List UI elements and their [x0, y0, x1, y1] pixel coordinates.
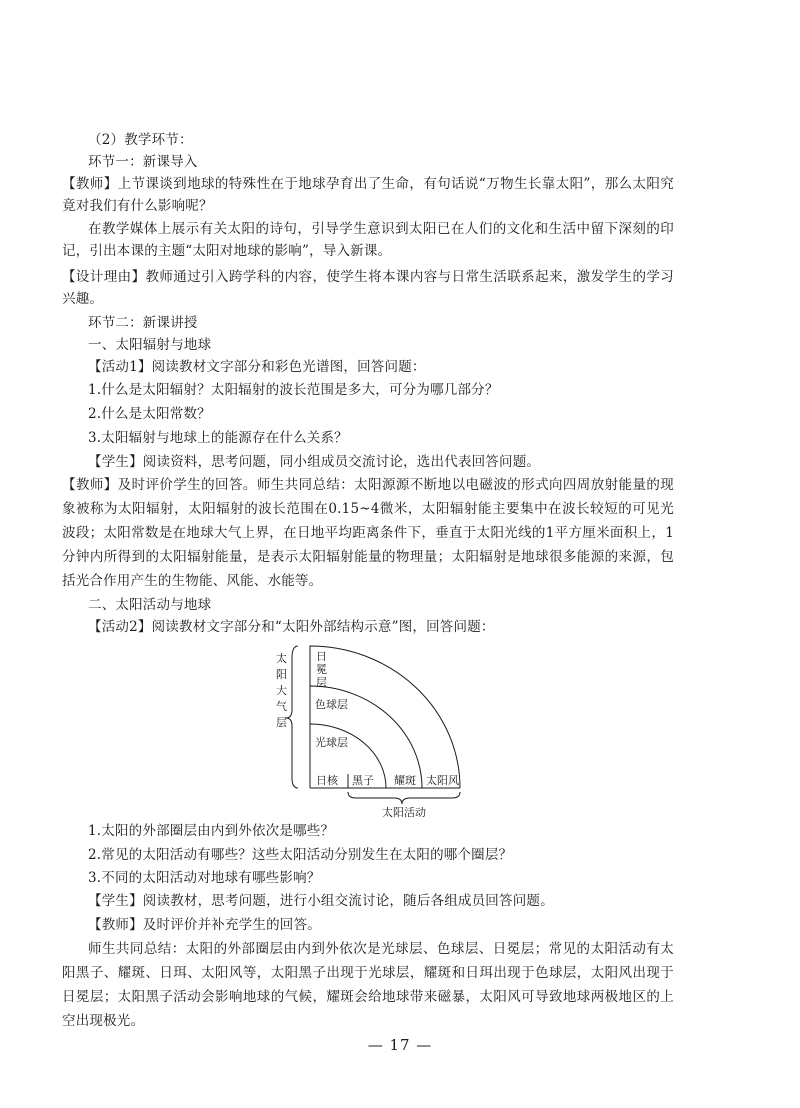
paragraph-teacher-summary1: 【教师】及时评价学生的回答。师生共同总结：太阳源源不断地以电磁波的形式向四周放射能量的现象被称为太阳辐射，太阳辐射的波长范围在0.15~4微米，太阳辐射能主要集中在波长较短的可见光波段；太阳常数是在地球大气上界，在日地平均距离条件下，垂直于太阳光线的1平方厘米面积上，1分钟内所得到的太阳辐射能量，是表示太阳辐射能量的物理量；太阳辐射是地球很多能源的来源，包括光合作用产生的生物能、风能、水能等。: [62, 477, 674, 589]
solar-wind-label: 太阳风: [426, 774, 459, 787]
corona-label-char-3: 层: [316, 676, 327, 689]
activity1-prompt: 【活动1】阅读教材文字部分和彩色光谱图，回答问题：: [88, 359, 426, 375]
activity1-question-3: 3.太阳辐射与地球上的能源存在什么关系？: [88, 430, 348, 446]
activity1-question-1: 1.什么是太阳辐射？太阳辐射的波长范围是多大，可分为哪几部分？: [88, 382, 499, 398]
activity1-question-2: 2.什么是太阳常数？: [88, 406, 211, 422]
page-number: — 17 —: [367, 1036, 433, 1054]
chromosphere-label: 色球层: [315, 698, 348, 711]
corona-outer-arc: [310, 646, 460, 788]
section1-title: 一、太阳辐射与地球: [88, 337, 212, 353]
heading-teaching-steps: （2）教学环节：: [88, 132, 193, 148]
photosphere-label: 光球层: [315, 736, 348, 749]
sun-structure-svg: [270, 638, 470, 818]
sun-structure-diagram: [270, 638, 470, 818]
solar-activity-label: 太阳活动: [382, 806, 426, 818]
atmosphere-label-char-5: 层: [276, 716, 287, 729]
atmosphere-label-char-3: 大: [276, 684, 287, 697]
student2-response: 【学生】阅读教材，思考问题，进行小组交流讨论，随后各组成员回答问题。: [88, 893, 554, 909]
activity2-prompt: 【活动2】阅读教材文字部分和“太阳外部结构示意”图，回答问题：: [88, 619, 495, 635]
step1-title: 环节一：新课导入: [88, 154, 198, 170]
corona-label-char-2: 冕: [316, 663, 327, 676]
activity2-question-3: 3.不同的太阳活动对地球有哪些影响？: [88, 870, 321, 886]
activity2-question-2: 2.常见的太阳活动有哪些？这些太阳活动分别发生在太阳的哪个圈层？: [88, 847, 513, 863]
activity-brace: [348, 792, 460, 804]
paragraph-media-intro: 在教学媒体上展示有关太阳的诗句，引导学生意识到太阳已在人们的文化和生活中留下深刻的印记，引出本课的主题“太阳对地球的影响”，导入新课。: [62, 221, 674, 259]
teacher2-response: 【教师】及时评价并补充学生的回答。: [88, 917, 321, 933]
core-label: 日核: [316, 774, 338, 787]
step2-title: 环节二：新课讲授: [88, 315, 198, 331]
activity2-question-1: 1.太阳的外部圈层由内到外依次是哪些？: [88, 823, 335, 839]
paragraph-summary2: 师生共同总结：太阳的外部圈层由内到外依次是光球层、色球层、日冕层；常见的太阳活动有太阳黑子、耀斑、日珥、太阳风等，太阳黑子出现于光球层，耀斑和日珥出现于色球层，太阳风出现于日冕层；太阳黑子活动会影响地球的气候，耀斑会给地球带来磁暴，太阳风可导致地球两极地区的上空出现极光。: [62, 941, 674, 1029]
corona-label-char-1: 日: [316, 650, 327, 663]
paragraph-design-reason: 【设计理由】教师通过引入跨学科的内容，使学生将本课内容与日常生活联系起来，激发学生的学习兴趣。: [62, 269, 674, 307]
atmosphere-label-char-2: 阳: [276, 668, 287, 681]
section2-title: 二、太阳活动与地球: [88, 597, 212, 613]
student1-response: 【学生】阅读资料，思考问题，同小组成员交流讨论，选出代表回答问题。: [88, 454, 541, 470]
paragraph-teacher-intro: 【教师】上节课谈到地球的特殊性在于地球孕育出了生命，有句话说“万物生长靠太阳”，那么太阳究竟对我们有什么影响呢？: [62, 176, 674, 214]
flare-label: 耀斑: [394, 774, 416, 787]
atmosphere-label-char-1: 太: [276, 652, 287, 665]
atmosphere-brace: [286, 646, 298, 788]
atmosphere-label-char-4: 气: [276, 700, 287, 713]
sunspot-label: 黑子: [352, 774, 374, 787]
